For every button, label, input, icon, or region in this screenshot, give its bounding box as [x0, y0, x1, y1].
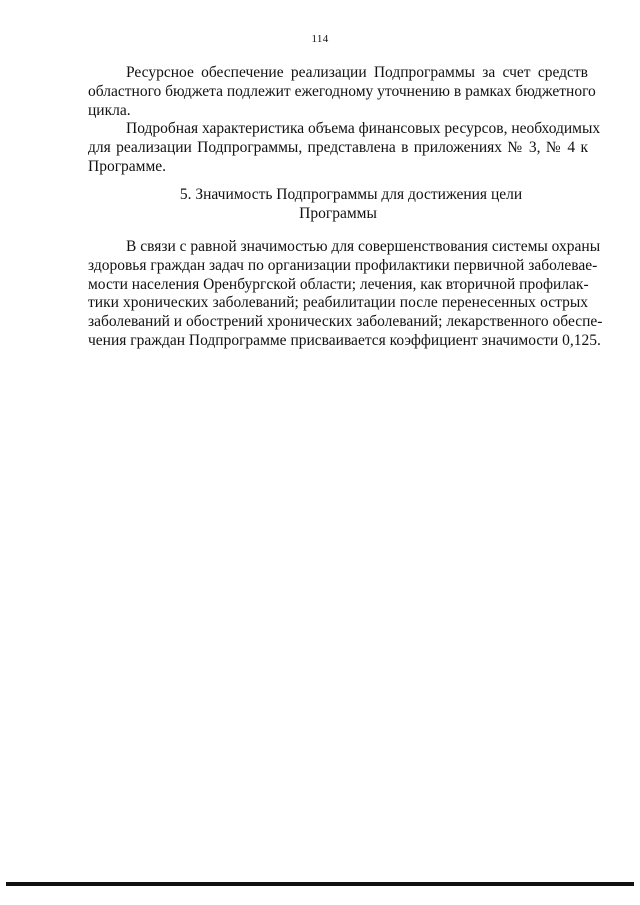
- paragraph-line: Подробная характеристика объема финансовых ресурсов, необходимых: [126, 120, 601, 137]
- paragraph-line: здоровья граждан задач по организации профилактики первичной заболевае-: [88, 256, 598, 274]
- section-heading-line: 5. Значимость Подпрограммы для достижения цели: [179, 186, 523, 203]
- paragraph-line: цикла.: [88, 101, 131, 119]
- bottom-rule-divider: [6, 882, 634, 886]
- section-heading-line: Программы: [299, 204, 377, 222]
- paragraph-line: мости населения Оренбургской области; лечения, как вторичной профилак-: [88, 275, 589, 293]
- paragraph-budget-resources: [88, 64, 596, 120]
- paragraph-line: чения граждан Подпрограмме присваивается коэффициент значимости 0,125.: [88, 331, 601, 349]
- paragraph-line: заболеваний и обострений хронических заболеваний; лекарственного обеспе-: [88, 313, 603, 331]
- paragraph-line: В связи с равной значимостью для совершенствования системы охраны: [126, 238, 601, 255]
- paragraph-financial-resources: [88, 120, 601, 176]
- paragraph-line: для реализации Подпрограммы, представлена в приложениях № 3, № 4 к: [88, 138, 588, 156]
- paragraph-line: тики хронических заболеваний; реабилитации после перенесенных острых: [88, 294, 588, 312]
- paragraph-line: областного бюджета подлежит ежегодному уточнению в рамках бюджетного: [88, 82, 596, 100]
- paragraph-line: Программе.: [88, 157, 167, 175]
- paragraph-significance: [88, 238, 603, 351]
- section-heading: [88, 186, 588, 224]
- paragraph-line: Ресурсное обеспечение реализации Подпрограммы за счет средств: [126, 64, 588, 81]
- page-number: 114: [311, 33, 329, 45]
